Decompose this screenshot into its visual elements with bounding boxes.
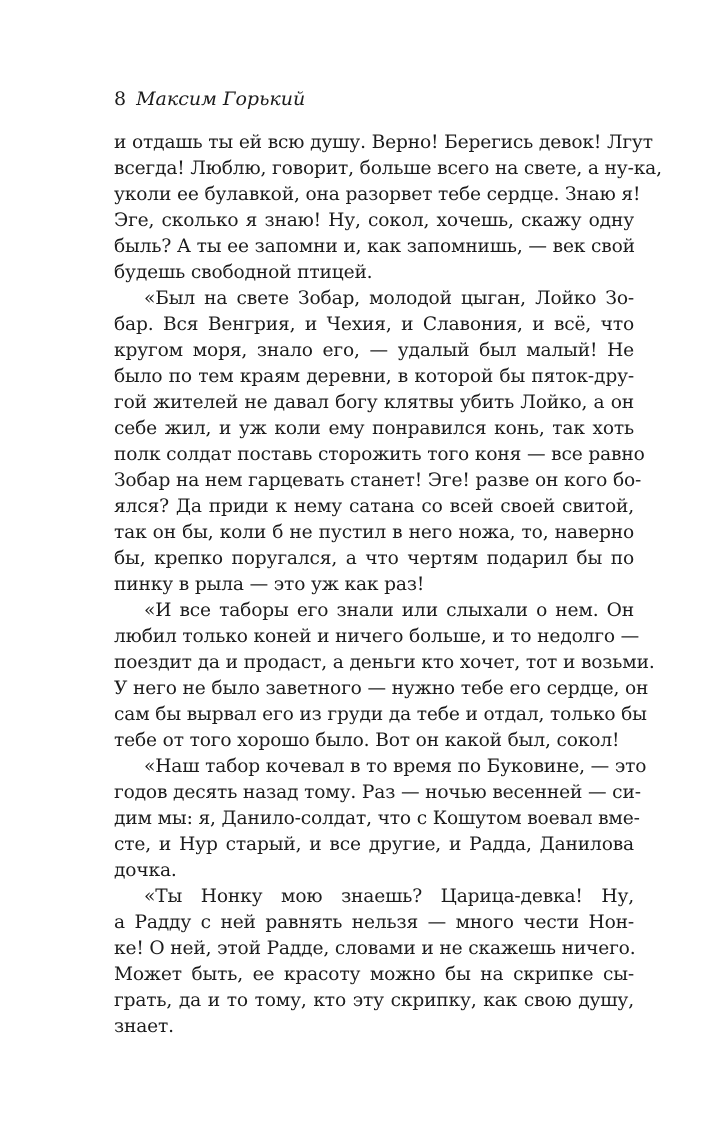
running-head <box>114 88 305 110</box>
text-line: сте, и Нур старый, и все другие, и Радда, Данилова <box>114 834 634 855</box>
text-line: тебе от того хорошо было. Вот он какой был, сокол! <box>114 730 620 751</box>
body-text <box>114 130 662 1040</box>
text-line: уколи ее булавкой, она разорвет тебе сердце. Знаю я! <box>114 184 641 205</box>
text-line: и отдашь ты ей всю душу. Верно! Берегись девок! Лгут <box>114 132 653 153</box>
text-line: так он бы, коли б не пустил в него ножа, то, наверно <box>114 522 634 543</box>
text-line: «Наш табор кочевал в то время по Буковине, — это <box>144 756 647 777</box>
paragraph <box>114 130 662 286</box>
paragraph <box>114 598 655 754</box>
text-line: любил только коней и ничего больше, и то недолго — <box>114 626 640 647</box>
running-head-author: Максим Горький <box>136 88 306 110</box>
text-line: Зобар на нем гарцевать станет! Эге! разве он кого бо- <box>114 470 642 491</box>
text-line: годов десять назад тому. Раз — ночью весенней — си- <box>114 782 641 803</box>
text-line: а Радду с ней равнять нельзя — много чести Нон- <box>114 912 634 933</box>
text-line: полк солдат поставь сторожить того коня — все равно <box>114 444 645 465</box>
text-line: кругом моря, знало его, — удалый был малый! Не <box>114 340 634 361</box>
text-line: дочка. <box>114 860 177 881</box>
paragraph <box>114 884 634 1040</box>
text-line: знает. <box>114 1016 174 1037</box>
page-number: 8 <box>114 88 127 110</box>
text-line: пинку в рыла — это уж как раз! <box>114 574 425 595</box>
text-line: ялся? Да приди к нему сатана со всей своей свитой, <box>114 496 634 517</box>
text-line: «Ты Нонку мою знаешь? Царица-девка! Ну, <box>144 886 634 907</box>
text-line: грать, да и то тому, кто эту скрипку, как свою душу, <box>114 990 634 1011</box>
text-line: бы, крепко поругался, а что чертям подарил бы по <box>114 548 634 569</box>
text-line: Эге, сколько я знаю! Ну, сокол, хочешь, скажу одну <box>114 210 634 231</box>
text-line: себе жил, и уж коли ему понравился конь, так хоть <box>114 418 634 439</box>
text-line: бар. Вся Венгрия, и Чехия, и Славония, и всё, что <box>114 314 634 335</box>
text-line: будешь свободной птицей. <box>114 262 373 283</box>
text-line: быль? А ты ее запомни и, как запомнишь, — век свой <box>114 236 635 257</box>
text-line: У него не было заветного — нужно тебе его сердце, он <box>114 678 649 699</box>
text-line: поездит да и продаст, а деньги кто хочет, тот и возьми. <box>114 652 655 673</box>
text-line: «Был на свете Зобар, молодой цыган, Лойко Зо- <box>144 288 634 309</box>
text-line: гой жителей не давал богу клятвы убить Лойко, а он <box>114 392 634 413</box>
paragraph <box>114 754 647 884</box>
text-line: было по тем краям деревни, в которой бы пяток-дру- <box>114 366 634 387</box>
paragraph <box>114 286 645 598</box>
text-line: ке! О ней, этой Радде, словами и не скажешь ничего. <box>114 938 636 959</box>
text-line: всегда! Люблю, говорит, больше всего на свете, а ну-ка, <box>114 158 662 179</box>
text-line: дим мы: я, Данило-солдат, что с Кошутом воевал вме- <box>114 808 640 829</box>
text-line: Может быть, ее красоту можно бы на скрипке сы- <box>114 964 634 985</box>
text-line: «И все таборы его знали или слыхали о нем. Он <box>144 600 634 621</box>
text-line: сам бы вырвал его из груди да тебе и отдал, только бы <box>114 704 647 725</box>
